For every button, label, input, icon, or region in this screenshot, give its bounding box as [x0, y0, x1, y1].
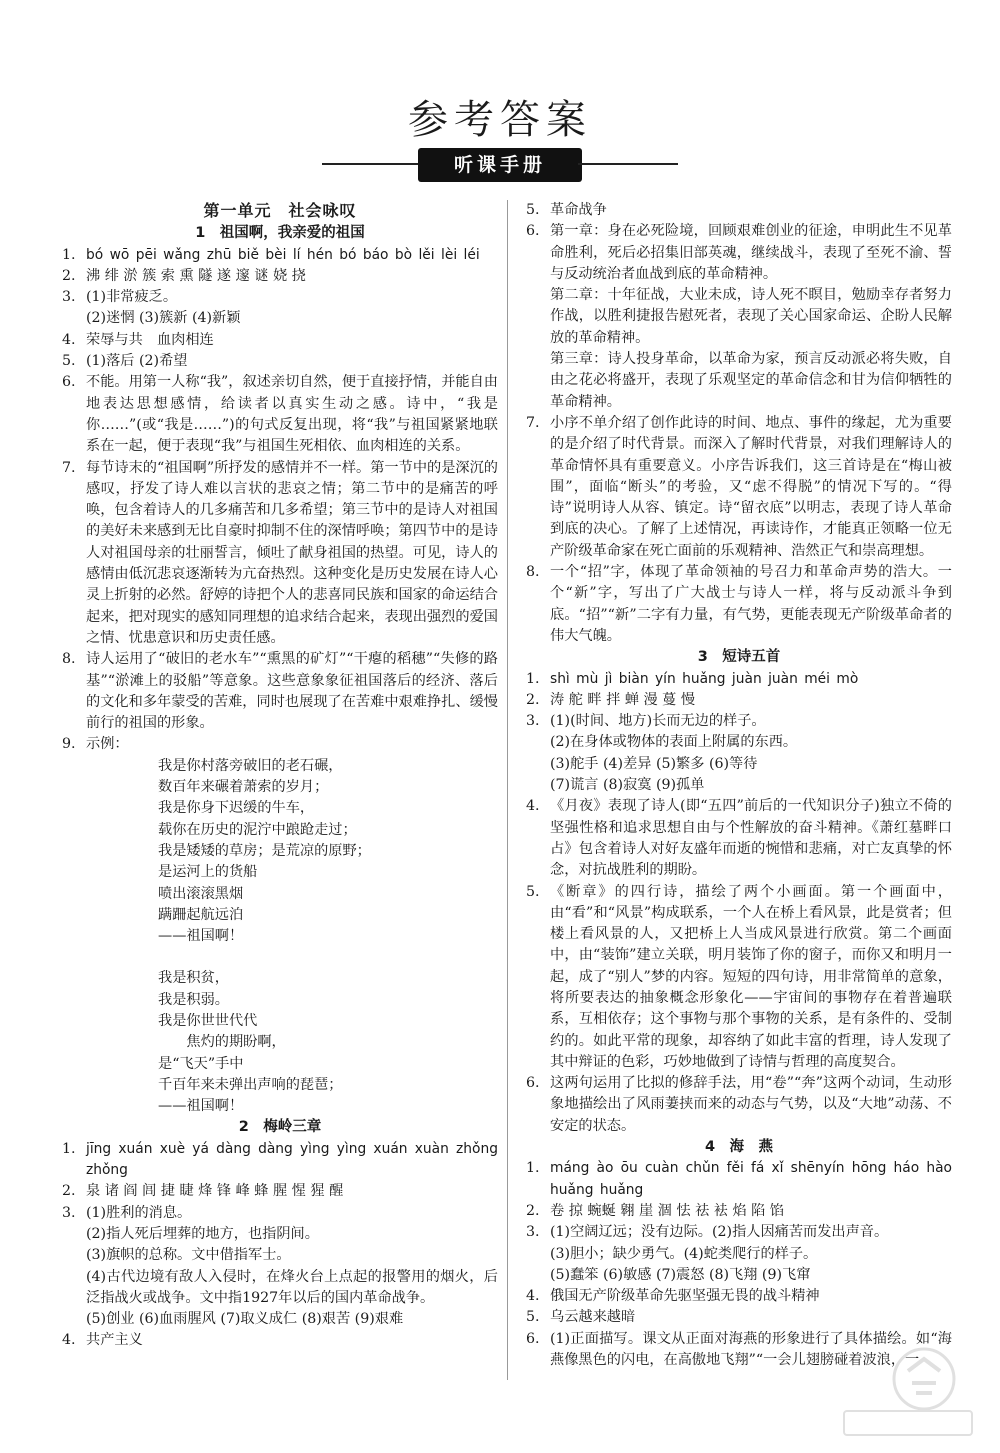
answer-item: 1. bó wō pēi wǎng zhū biě bèi lí hén bó báo bò lěi lèi léi — [62, 246, 480, 263]
section-banner: 听课手册 — [418, 148, 582, 182]
answer-item: 3. (1)胜利的消息。 (2)指人死后埋葬的地方，也指阴间。 (3)旗帜的总称。文中借指军士。 (4)古代边境有敌人入侵时，在烽火台上点起的报警用的烟火，后泛指战火或战争。文中指1927年以后的国内革命战争。 (5)创业 (6)血雨腥风 (7)取义成仁 (8)艰苦 (9)艰难 — [62, 1204, 498, 1328]
answer-item: 5. (1)落后 (2)希望 — [62, 353, 188, 370]
answer-item: 1. shì mù jì biàn yín huǎng juàn juàn méi mò — [526, 670, 859, 687]
answer-item: 5. 革命战争 — [526, 202, 607, 218]
banner-rule-left — [322, 163, 422, 165]
answer-item: 2. 泉 诸 阎 闾 捷 睫 烽 锋 峰 蜂 腥 惺 猩 醒 — [62, 1183, 344, 1200]
answer-item: 2. 沸 绯 淤 簇 索 熏 隧 遂 邃 谜 娆 挠 — [62, 267, 306, 284]
answer-item: 7. 小序不单介绍了创作此诗的时间、地点、事件的缘起，尤为重要的是介绍了时代背景。而深入了解时代背景，对我们理解诗人的革命情怀具有重要意义。小序告诉我们，这三首诗是在“梅山被围”，面临“断头”的考验，又“虑不得脱”的情况下写的。“得诗”说明诗人从容、镇定。诗“留衣底”以明志，表现了诗人革命到底的决心。了解了上述情况，再读诗作，才能真正领略一位无产阶级革命家在死亡面前的乐观精神、浩然正气和崇高理想。 — [526, 414, 952, 559]
answer-item: 5. 《断章》的四行诗，描绘了两个小画面。第一个画面中，由“看”和“风景”构成联系，一个人在桥上看风景，此是赏者；但楼上看风景的人，又把桥上人当成风景进行欣赏。第二个画面中，由“装饰”建立关联，明月装饰了你的窗子，而你又和明月一起，成了“别人”梦的内容。短短的四句诗，用非常简单的意象，将所要表达的抽象概念形象化——宇宙间的事物存在着普遍联系，互相依存；这个事物与那个事物的关系，是有条件的、受制约的。如此平常的现象，却容纳了如此丰富的哲理，诗人发现了其中辩证的色彩，巧妙地做到了诗情与哲理的高度契合。 — [526, 883, 952, 1070]
answer-item: 9. 示例： — [62, 736, 129, 753]
answer-item: 4. 共产主义 — [62, 1332, 143, 1349]
unit-title: 第一单元 社会咏叹 — [203, 201, 357, 220]
right-column — [526, 200, 952, 1371]
answer-item: 8. 诗人运用了“破旧的老水车”“熏黑的矿灯”“干瘪的稻穗”“失修的路基”“淤滩上的驳船”等意象。这些意象象征祖国落后的经济、落后的文化和多年蒙受的苦难，同时也展现了在苦难中艰难挣扎、缓慢前行的祖国的形象。 — [62, 651, 498, 732]
section-title-3: 3 短诗五首 — [697, 649, 781, 666]
answer-item: 6. 第一章：身在必死险境，回顾艰难创业的征途，申明此生不见革命胜利，死后必招集旧部英魂，继续战斗，表现了至死不渝、誓与反动统治者血战到底的革命精神。 第二章：十年征战，大业未成，诗人死不瞑目，勉励幸存者努力作战，以胜利捷报告慰死者，表现了关心国家命运、企盼人民解放的革命精神。 第三章：诗人投身革命，以革命为家，预言反动派必将失败，自由之花必将盛开，表现了乐观坚定的革命信念和甘为信仰牺牲的革命精神。 — [526, 223, 952, 410]
answer-item: 3. (1)(时间、地方)长而无边的样子。 (2)在身体或物体的表面上附属的东西。 (3)舵手 (4)差异 (5)繁多 (6)等待 (7)谎言 (8)寂寞 (9)孤单 — [526, 713, 798, 794]
answer-item: 5. 乌云越来越暗 — [526, 1309, 636, 1326]
section-title-1: 1 祖国啊，我亲爱的祖国 — [195, 225, 365, 242]
answer-item: 6. (1)正面描写。课文从正面对海燕的形象进行了具体描绘。如“海燕像黑色的闪电，在高傲地飞翔”“一会儿翅膀碰着波浪，一 — [526, 1330, 952, 1369]
answer-item: 4. 《月夜》表现了诗人(即“五四”前后的一代知识分子)独立不倚的坚强性格和追求思想自由与个性解放的奋斗精神。《萧红墓畔口占》包含着诗人对好友盛年而逝的惋惜和悲痛，对亡友真挚的怀念，对抗战胜利的期盼。 — [526, 798, 952, 879]
section-title-2: 2 梅岭三章 — [238, 1119, 322, 1136]
answer-item: 3. (1)空阔辽远；没有边际。(2)指人因痛苦而发出声音。 (3)胆小；缺少勇气。(4)蛇类爬行的样子。 (5)蠢笨 (6)敏感 (7)震怒 (8)飞翔 (9)飞窜 — [526, 1224, 889, 1283]
answer-item: 6. 不能。用第一人称“我”，叙述亲切自然，便于直接抒情，并能自由地表达思想感情，给读者以真实生动之感。诗中，“我是你……”(或“我是……”)的句式反复出现，将“我”与祖国紧紧地联系在一起，便于表现“我”与祖国生死相依、血肉相连的关系。 — [62, 374, 498, 455]
page-title: 参考答案 — [408, 97, 592, 143]
watermark-logo — [838, 1341, 978, 1441]
column-divider — [507, 200, 508, 1380]
answer-item: 1. máng ào ōu cuàn chǔn fěi fá xǐ shēnyín hōng háo hào huǎng huǎng — [526, 1160, 952, 1198]
answer-item: 4. 荣辱与共 血肉相连 — [62, 331, 214, 348]
answer-item: 3. (1)非常疲乏。 (2)迷惘 (3)簇新 (4)新颖 — [62, 289, 241, 327]
answer-item: 8. 一个“招”字，体现了革命领袖的号召力和革命声势的浩大。一个“新”字，写出了广大战士与诗人一样，将与反动派斗争到底。“招”“新”二字有力量，有气势，更能表现无产阶级革命者的伟大气魄。 — [526, 564, 952, 644]
answer-item: 1. jīng xuán xuè yá dàng dàng yìng yìng xuán xuàn zhǒng zhǒng — [62, 1140, 498, 1179]
example-poem: 我是你村落旁破旧的老石碾， 数百年来碾着萧索的岁月； 我是你身下迟缓的牛车， 载你在历史的泥泞中踉跄走过； 我是矮矮的草房；是荒凉的原野； 是运河上的货船 喷出滚滚黑烟 蹒跚起航远泊 ——祖国啊！ 我是积贫， 我是积弱。 我是你世世代代 焦灼的期盼啊， 是“飞天”手中 千百年来未弹出声响的琵琶； ——祖国啊！ — [158, 757, 371, 1115]
answer-item: 2. 涛 舵 畔 拌 蝉 漫 蔓 慢 — [526, 691, 696, 708]
left-column — [62, 200, 498, 1352]
banner-rule-right — [578, 163, 678, 165]
answer-item: 7. 每节诗末的“祖国啊”所抒发的感情并不一样。第一节中的是深沉的感叹，抒发了诗人难以言状的悲哀之情；第二节中的是痛苦的呼唤，包含着诗人的几多痛苦和几多希望；第三节中的是诗人对祖国的美好未来感到无比自豪时抑制不住的深情呼唤；第四节中的是诗人对祖国母亲的壮丽誓言，倾吐了献身祖国的热望。可见，诗人的感情由低沉悲哀逐渐转为亢奋热烈。这种变化是历史发展在诗人心灵上折射的必然。舒婷的诗把个人的悲喜同民族和国家的命运结合起来，把对现实的感知同理想的追求结合起来，表现出强烈的爱国之情、忧患意识和历史责任感。 — [62, 459, 498, 646]
section-title-4: 4 海 燕 — [704, 1139, 774, 1156]
answer-item: 2. 卷 掠 蜿蜒 翱 崖 涸 怯 祛 袪 焰 陷 馅 — [526, 1202, 785, 1219]
answer-item: 6. 这两句运用了比拟的修辞手法，用“卷”“奔”这两个动词，生动形象地描绘出了风雨萋挟而来的动态与气势，以及“大地”动荡、不安定的状态。 — [526, 1075, 952, 1134]
answer-item: 4. 俄国无产阶级革命先驱坚强无畏的战斗精神 — [526, 1288, 820, 1305]
